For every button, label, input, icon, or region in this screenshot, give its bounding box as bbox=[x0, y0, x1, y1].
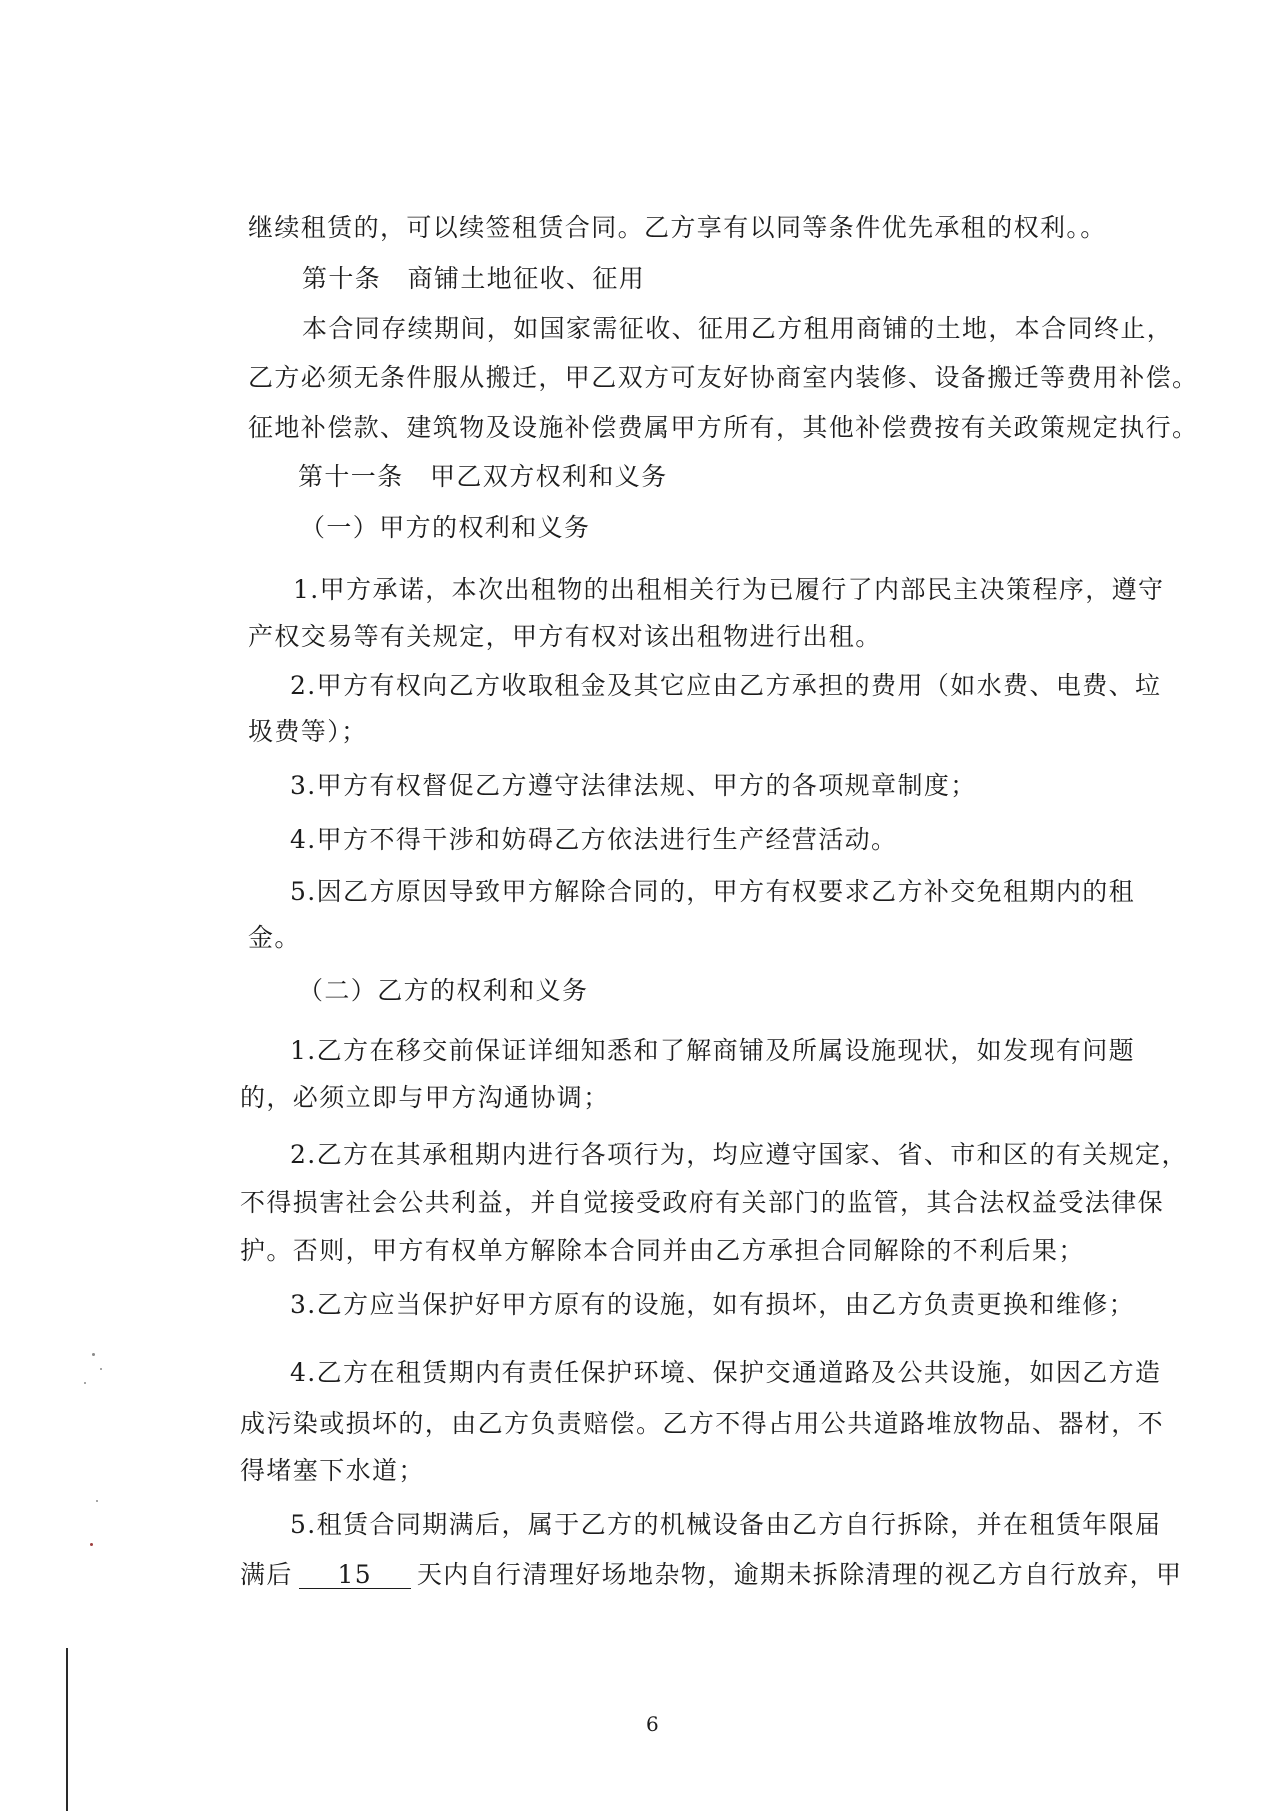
scan-speck bbox=[96, 1500, 98, 1502]
text-line: 4.乙方在租赁期内有责任保护环境、保护交通道路及公共设施，如因乙方造 bbox=[290, 1358, 1162, 1387]
text-line: 护。否则，甲方有权单方解除本合同并由乙方承担合同解除的不利后果； bbox=[240, 1236, 1085, 1265]
scan-edge-line bbox=[66, 1648, 68, 1811]
text-line: 1.乙方在移交前保证详细知悉和了解商铺及所属设施现状，如发现有问题 bbox=[290, 1036, 1136, 1065]
scan-speck bbox=[100, 1368, 102, 1370]
scan-speck bbox=[90, 1543, 93, 1546]
text-line-with-blank bbox=[240, 1560, 1182, 1590]
text-line: 继续租赁的，可以续签租赁合同。乙方享有以同等条件优先承租的权利。。 bbox=[248, 213, 1107, 242]
section-b-heading: （二）乙方的权利和义务 bbox=[298, 976, 589, 1005]
text-line: 征地补偿款、建筑物及设施补偿费属甲方所有，其他补偿费按有关政策规定执行。 bbox=[248, 413, 1199, 442]
text-line: 成污染或损坏的，由乙方负责赔偿。乙方不得占用公共道路堆放物品、器材，不 bbox=[240, 1409, 1165, 1438]
scan-speck bbox=[84, 1382, 86, 1384]
text-line: 1.甲方承诺，本次出租物的出租相关行为已履行了内部民主决策程序，遵守 bbox=[293, 575, 1165, 604]
filled-blank: 15 bbox=[299, 1562, 411, 1589]
text-line: 5.租赁合同期满后，属于乙方的机械设备由乙方自行拆除，并在租赁年限届 bbox=[290, 1510, 1162, 1539]
section-a-heading: （一）甲方的权利和义务 bbox=[300, 513, 591, 542]
text-line: 5.因乙方原因导致甲方解除合同的，甲方有权要求乙方补交免租期内的租 bbox=[290, 877, 1136, 906]
text-line: 产权交易等有关规定，甲方有权对该出租物进行出租。 bbox=[248, 622, 882, 651]
text-line: 的，必须立即与甲方沟通协调； bbox=[240, 1083, 610, 1112]
text-line: 不得损害社会公共利益，并自觉接受政府有关部门的监管，其合法权益受法律保 bbox=[240, 1188, 1165, 1217]
text-line: 4.甲方不得干涉和妨碍乙方依法进行生产经营活动。 bbox=[290, 825, 898, 854]
text-line: 2.甲方有权向乙方收取租金及其它应由乙方承担的费用（如水费、电费、垃 bbox=[290, 671, 1162, 700]
text-line: 乙方必须无条件服从搬迁，甲乙双方可友好协商室内装修、设备搬迁等费用补偿。 bbox=[248, 363, 1199, 392]
text-line: 2.乙方在其承租期内进行各项行为，均应遵守国家、省、市和区的有关规定， bbox=[290, 1140, 1188, 1169]
article-10-heading: 第十条 商铺土地征收、征用 bbox=[302, 264, 646, 293]
article-11-heading: 第十一条 甲乙双方权利和义务 bbox=[298, 462, 668, 491]
text-line: 圾费等）； bbox=[248, 717, 368, 746]
last-line-suffix: 天内自行清理好场地杂物，逾期未拆除清理的视乙方自行放弃，甲 bbox=[416, 1560, 1183, 1589]
text-line: 3.乙方应当保护好甲方原有的设施，如有损坏，由乙方负责更换和维修； bbox=[290, 1290, 1136, 1319]
text-line: 3.甲方有权督促乙方遵守法律法规、甲方的各项规章制度； bbox=[290, 771, 977, 800]
text-line: 金。 bbox=[248, 923, 301, 952]
last-line-prefix: 满后 bbox=[240, 1560, 293, 1589]
page-number: 6 bbox=[646, 1712, 659, 1736]
text-line: 本合同存续期间，如国家需征收、征用乙方租用商铺的土地，本合同终止， bbox=[302, 314, 1174, 343]
scan-speck bbox=[92, 1353, 95, 1356]
text-line: 得堵塞下水道； bbox=[240, 1456, 425, 1485]
